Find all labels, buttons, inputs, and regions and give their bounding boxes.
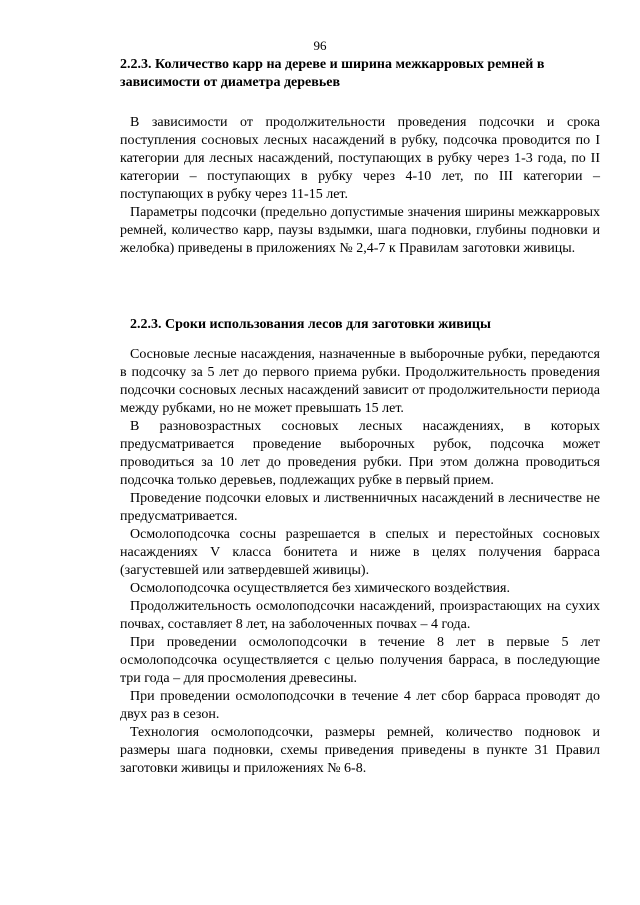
section-1-body [120, 114, 600, 258]
paragraph: Осмолоподсочка сосны разрешается в спелых и перестойных сосновых насаждениях V класса бонитета и ниже в целях получения барраса (загустевшей или затвердевшей живицы). [120, 527, 600, 578]
paragraph: В разновозрастных сосновых лесных насаждениях, в которых предусматривается проведение выборочных рубок, подсочка может проводиться за 10 лет до проведения рубки. При этом должна проводиться подсочка только деревьев, подлежащих рубке в первый прием. [120, 419, 600, 488]
paragraph: Технология осмолоподсочки, размеры ремней, количество подновок и размеры шага подновки, схемы приведения приведены в пункте 31 Правил заготовки живицы и приложениях № 6-8. [120, 725, 600, 776]
paragraph: В зависимости от продолжительности проведения подсочки и срока поступления сосновых лесных насаждений в рубку, подсочка проводится по I категории для лесных насаждений, поступающих в рубку через 1-3 года, по II категории – поступающих в рубку через 4-10 лет, по III категории – поступающих в рубку через 11-15 лет. [120, 115, 600, 202]
paragraph: При проведении осмолоподсочки в течение 4 лет сбор барраса проводят до двух раз в сезон. [120, 689, 600, 722]
page-number: 96 [313, 38, 327, 53]
paragraph: Сосновые лесные насаждения, назначенные в выборочные рубки, передаются в подсочку за 5 лет до первого приема рубки. Продолжительность проведения подсочки сосновых лесных насаждений зависит от продолжительности периода между рубками, но не может превышать 15 лет. [120, 347, 600, 416]
section-1-heading: 2.2.3. Количество карр на дереве и ширина межкарровых ремней в зависимости от диаметра деревьев [120, 57, 545, 90]
section-2-heading: 2.2.3. Сроки использования лесов для заготовки живицы [130, 317, 491, 332]
section-2-body [120, 346, 600, 778]
paragraph: Продолжительность осмолоподсочки насаждений, произрастающих на сухих почвах, составляет 8 лет, на заболоченных почвах – 4 года. [120, 599, 600, 632]
paragraph: При проведении осмолоподсочки в течение 8 лет в первые 5 лет осмолоподсочка осуществляется с целью получения барраса, в последующие три года – для просмоления древесины. [120, 635, 600, 686]
paragraph: Параметры подсочки (предельно допустимые значения ширины межкарровых ремней, количество карр, паузы вздымки, шага подновки, глубины подновки и желобка) приведены в приложениях № 2,4-7 к Правилам заготовки живицы. [120, 205, 600, 256]
paragraph: Проведение подсочки еловых и лиственничных насаждений в лесничестве не предусматривается. [120, 491, 600, 524]
paragraph: Осмолоподсочка осуществляется без химического воздействия. [130, 581, 510, 596]
